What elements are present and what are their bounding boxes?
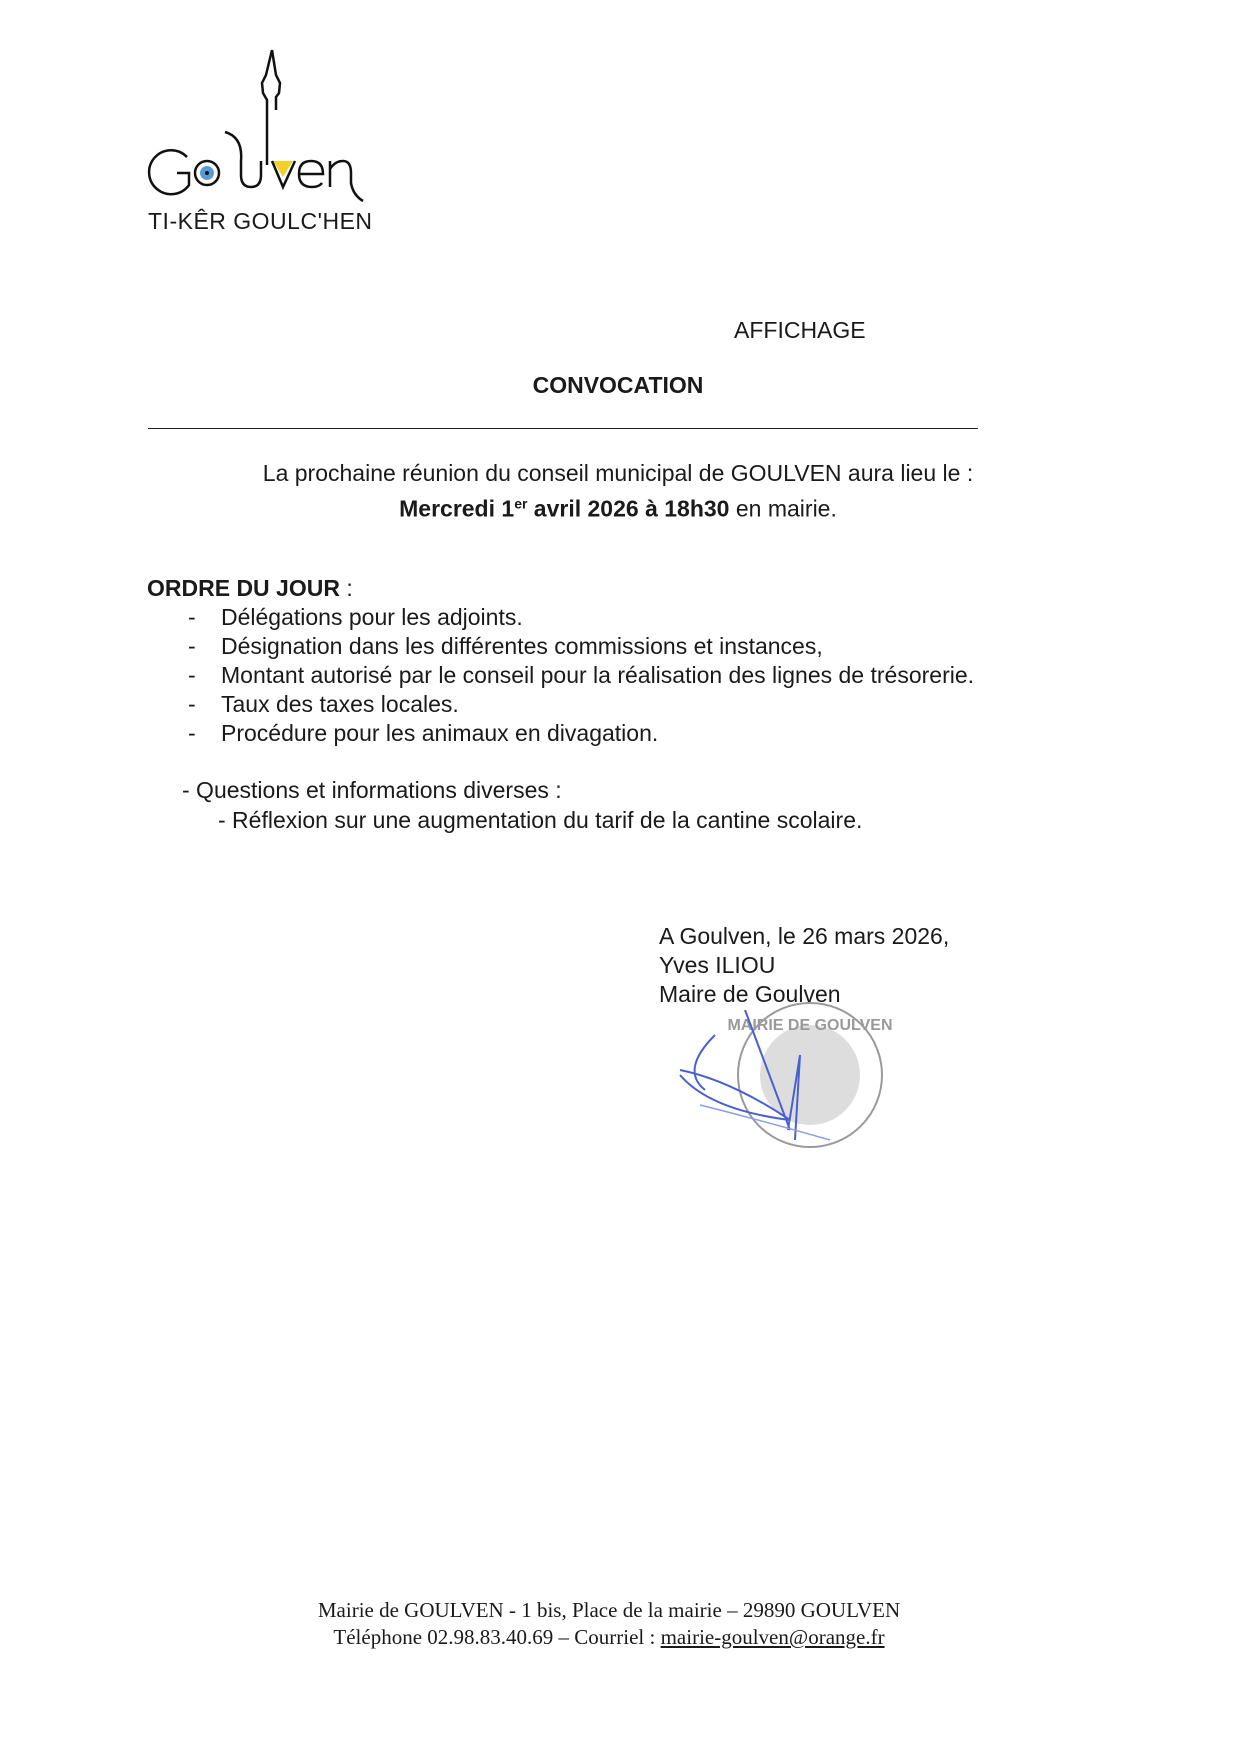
stamp-text: MAIRIE DE GOULVEN [727,1017,893,1034]
list-item-text: Désignation dans les différentes commissions et instances, [221,633,823,659]
list-item: - Taux des taxes locales. [188,691,459,717]
footer-phone: Téléphone 02.98.83.40.69 – Courriel : [333,1625,661,1649]
date-rest: en mairie. [729,495,837,522]
list-item: - Délégations pour les adjoints. [188,604,523,630]
intro-line: La prochaine réunion du conseil municipal de GOULVEN aura lieu le : [262,460,974,486]
goulven-logo-icon [145,45,395,205]
divider [148,428,978,429]
date-bold-b: avril 2026 à 18h30 [527,495,730,522]
list-item-text: Procédure pour les animaux en divagation. [221,720,659,746]
email-link[interactable]: mairie-goulven@orange.fr [660,1625,885,1649]
list-item-text: Délégations pour les adjoints. [221,604,523,630]
affichage-label: AFFICHAGE [734,317,866,343]
logo-tagline: TI-KÊR GOULC'HEN [148,208,373,234]
questions-item: - Réflexion sur une augmentation du tarif de la cantine scolaire. [218,807,863,833]
list-item-text: Taux des taxes locales. [221,691,459,717]
questions-heading: - Questions et informations diverses : [182,777,562,803]
agenda-heading-suffix: : [339,575,353,601]
list-item: - Procédure pour les animaux en divagation. [188,720,659,746]
signature-role: Maire de Goulven [659,981,841,1007]
agenda-heading [147,574,353,603]
page-title: CONVOCATION [532,372,704,398]
list-item: - Désignation dans les différentes commissions et instances, [188,633,823,659]
date-sup: er [514,495,528,511]
official-stamp [670,1000,910,1170]
meeting-date [0,489,1236,524]
list-item: - Montant autorisé par le conseil pour la réalisation des lignes de trésorerie. [188,662,975,688]
date-bold: Mercredi 1 [399,495,515,522]
footer-address: Mairie de GOULVEN - 1 bis, Place de la mairie – 29890 GOULVEN [317,1598,901,1622]
list-item-text: Montant autorisé par le conseil pour la réalisation des lignes de trésorerie. [221,662,975,688]
signature-place-date: A Goulven, le 26 mars 2026, [659,923,950,949]
signature-name: Yves ILIOU [659,952,776,978]
footer-contact [0,1624,1218,1651]
agenda-heading-text: ORDRE DU JOUR [147,575,340,601]
logo [145,45,395,205]
stamp-signature-icon [670,1000,910,1170]
